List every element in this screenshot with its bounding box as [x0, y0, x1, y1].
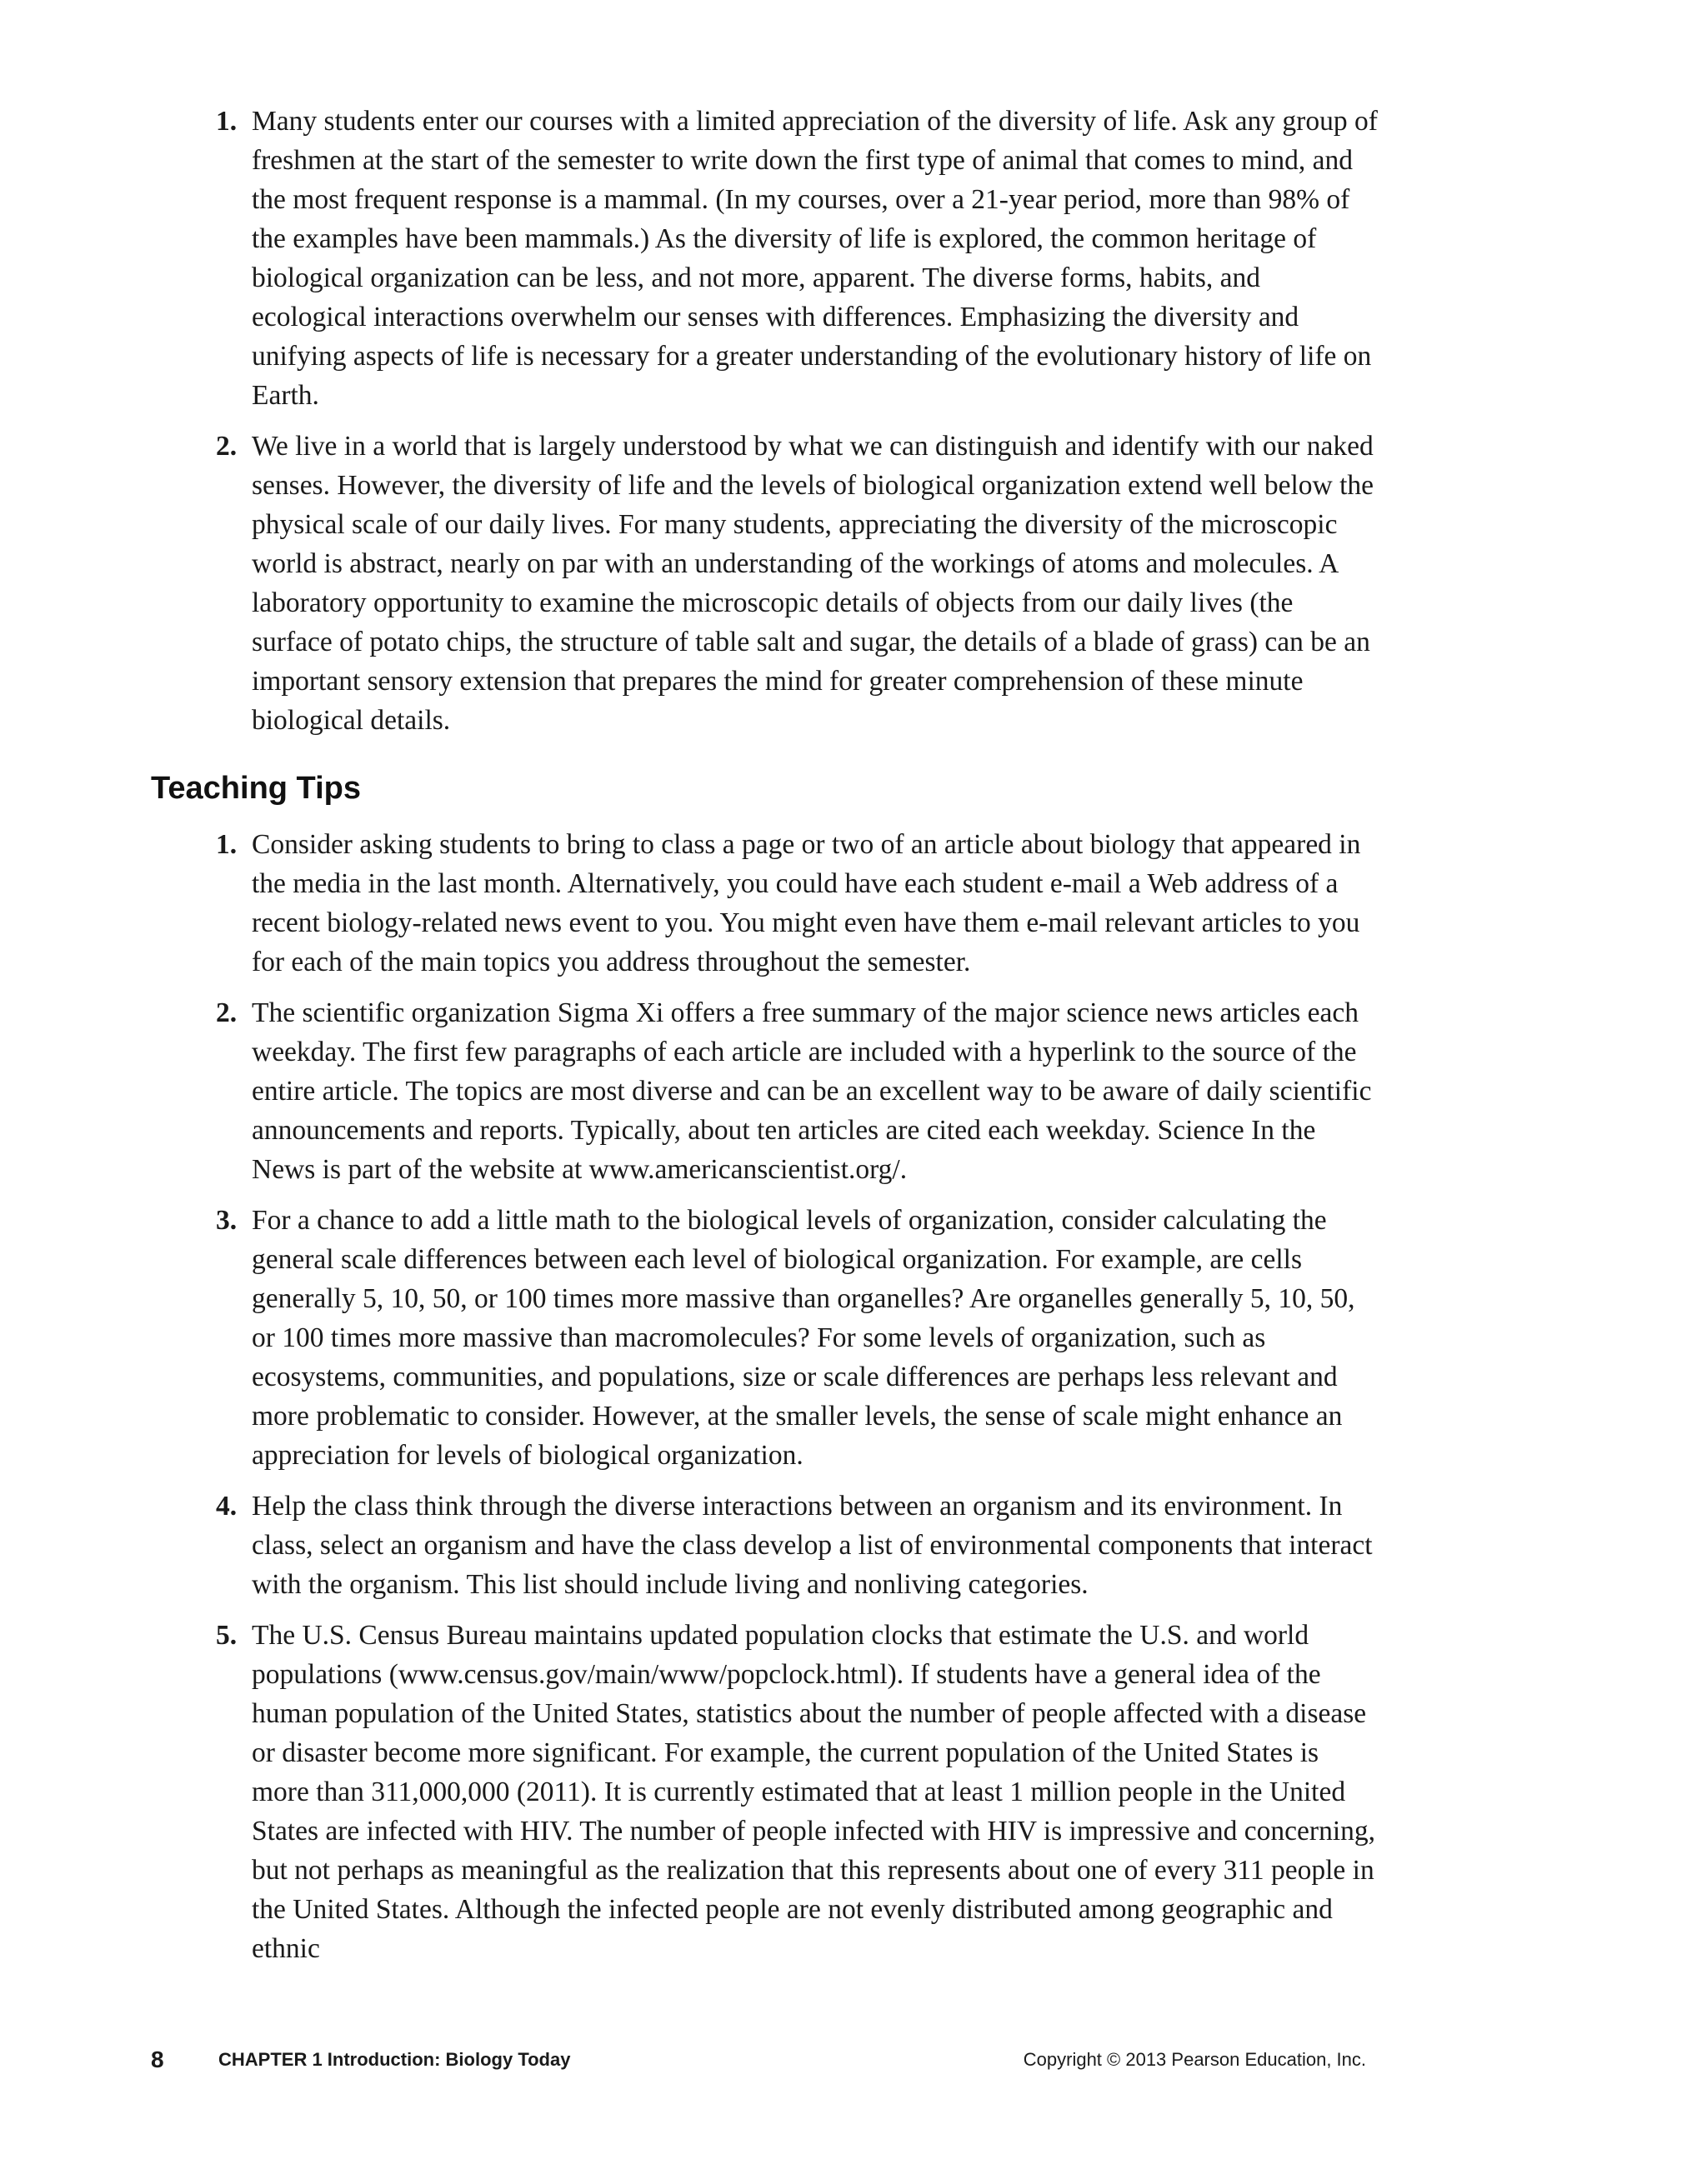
list-item-number: 3.	[216, 1205, 238, 1236]
page-footer	[0, 2043, 1707, 2077]
list-item-number: 5.	[216, 1620, 238, 1651]
list-item-number: 2.	[216, 997, 238, 1028]
list-item-number: 1.	[216, 106, 238, 137]
list-item-text: Help the class think through the diverse interactions between an organism and its environment. In class, select an organism and have the class develop a list of environmental components that interact with the organism. This list should include living and nonliving categories.	[252, 1491, 1373, 1600]
list-item-number: 1.	[216, 829, 238, 860]
list-item	[213, 825, 1379, 982]
chapter-title: CHAPTER 1 Introduction: Biology Today	[218, 2049, 571, 2070]
list-item	[213, 993, 1379, 1189]
list-item	[213, 1201, 1379, 1475]
list-item-text: The U.S. Census Bureau maintains updated population clocks that estimate the U.S. and world populations (www.census.gov/main/www/popclock.html). If students have a general idea of the human population of the United States, statistics about the number of people affected with a disease or disaster become more significant. For example, the current population of the United States is more than 311,000,000 (2011). It is currently estimated that at least 1 million people in the United States are infected with HIV. The number of people infected with HIV is impressive and concerning, but not perhaps as meaningful as the realization that this represents about one of every 311 people in the United States. Although the infected people are not evenly distributed among geographic and ethnic	[252, 1620, 1375, 1964]
list-item-number: 4.	[216, 1491, 238, 1522]
intro-list	[213, 102, 1379, 752]
list-item-text: We live in a world that is largely understood by what we can distinguish and identify with our naked senses. However, the diversity of life and the levels of biological organization extend well below the physical scale of our daily lives. For many students, appreciating the diversity of the microscopic world is abstract, nearly on par with an understanding of the workings of atoms and molecules. A laboratory opportunity to examine the microscopic details of objects from our daily lives (the surface of potato chips, the structure of table salt and sugar, the details of a blade of grass) can be an important sensory extension that prepares the mind for greater comprehension of these minute biological details.	[252, 431, 1374, 736]
list-item-text: For a chance to add a little math to the biological levels of organization, consider calculating the general scale differences between each level of biological organization. For example, are cells generally 5, 10, 50, or 100 times more massive than organelles? Are organelles generally 5, 10, 50, or 100 times more massive than macromolecules? For some levels of organization, such as ecosystems, communities, and populations, size or scale differences are perhaps less relevant and more problematic to consider. However, at the smaller levels, the sense of scale might enhance an appreciation for levels of biological organization.	[252, 1205, 1355, 1471]
list-item	[213, 102, 1379, 415]
list-item	[213, 1487, 1379, 1604]
page-number: 8	[151, 2047, 164, 2072]
list-item	[213, 1616, 1379, 1968]
list-item-text: Many students enter our courses with a limited appreciation of the diversity of life. Ask any group of freshmen at the start of the semester to write down the first type of animal that comes to mind, and the most frequent response is a mammal. (In my courses, over a 21-year period, more than 98% of the examples have been mammals.) As the diversity of life is explored, the common heritage of biological organization can be less, and not more, apparent. The diverse forms, habits, and ecological interactions overwhelm our senses with differences. Emphasizing the diversity and unifying aspects of life is necessary for a greater understanding of the evolutionary history of life on Earth.	[252, 106, 1378, 411]
list-item-number: 2.	[216, 431, 238, 462]
list-item-text: The scientific organization Sigma Xi offers a free summary of the major science news articles each weekday. The first few paragraphs of each article are included with a hyperlink to the source of the entire article. The topics are most diverse and can be an excellent way to be aware of daily scientific announcements and reports. Typically, about ten articles are cited each weekday. Science In the News is part of the website at www.americanscientist.org/.	[252, 997, 1372, 1185]
teaching-tips-list	[213, 825, 1379, 1980]
teaching-tips-heading: Teaching Tips	[151, 771, 361, 806]
list-item	[213, 427, 1379, 740]
list-item-text: Consider asking students to bring to class a page or two of an article about biology that appeared in the media in the last month. Alternatively, you could have each student e-mail a Web address of a recent biology-related news event to you. You might even have them e-mail relevant articles to you for each of the main topics you address throughout the semester.	[252, 829, 1361, 977]
copyright-notice: Copyright © 2013 Pearson Education, Inc.	[1023, 2049, 1366, 2070]
